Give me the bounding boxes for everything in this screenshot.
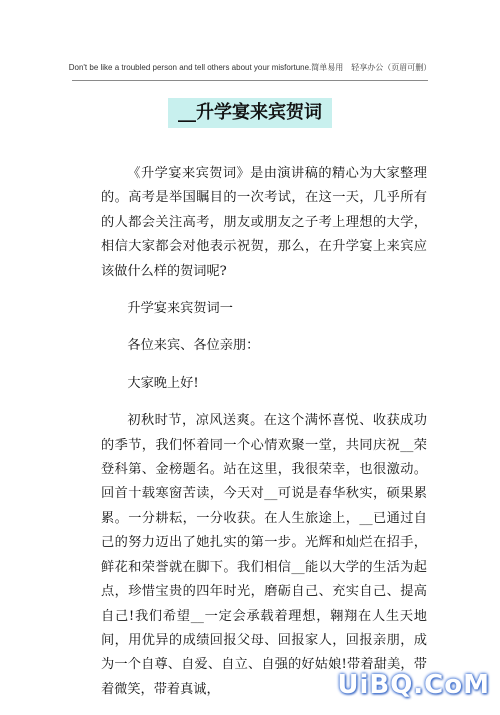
site-watermark: UiBQ.CoM <box>337 670 490 700</box>
page-header: Don't be like a troubled person and tell others about your misfortune.简单易用 轻享办公（页眉可删） <box>68 63 432 72</box>
speech-paragraph: 初秋时节，凉风送爽。在这个满怀喜悦、收获成功的季节，我们怀着同一个心情欢聚一堂，共同庆祝__荣登科第、金榜题名。站在这里，我很荣幸，也很激动。回首十载寒窗苦读，今天对__可说是春华秋实，硕果累累。一分耕耘，一分收获。在人生旅途上，__已通过自己的努力迈出了她扎实的第一步。光辉和灿烂在招手，鲜花和荣誉就在脚下。我们相信__能以大学的生活为起点，珍惜宝贵的四年时光，磨砺自己、充实自己、提高自己!我们希望__一定会承载着理想，翱翔在人生天地间，用优异的成绩回报父母、回报家人，回报亲朋，成为一个自尊、自爱、自立、自强的好姑娘!带着甜美，带着微笑，带着真诚， <box>101 413 427 697</box>
document-title: __升学宴来宾贺词 <box>168 98 332 128</box>
section-heading: 升学宴来宾贺词一 <box>127 301 233 317</box>
intro-paragraph: 《升学宴来宾贺词》是由演讲稿的精心为大家整理的。高考是举国瞩目的一次考试，在这一天，几乎所有的人都会关注高考，朋友或朋友之子考上理想的大学，相信大家都会对他表示祝贺，那么，在升学宴上来宾应该做什么样的贺词呢? <box>101 166 427 279</box>
greeting: 大家晚上好! <box>127 375 199 391</box>
title-wrap <box>0 98 500 128</box>
document-body <box>101 162 427 715</box>
header-divider <box>72 80 428 81</box>
salutation: 各位来宾、各位亲朋： <box>127 338 260 354</box>
